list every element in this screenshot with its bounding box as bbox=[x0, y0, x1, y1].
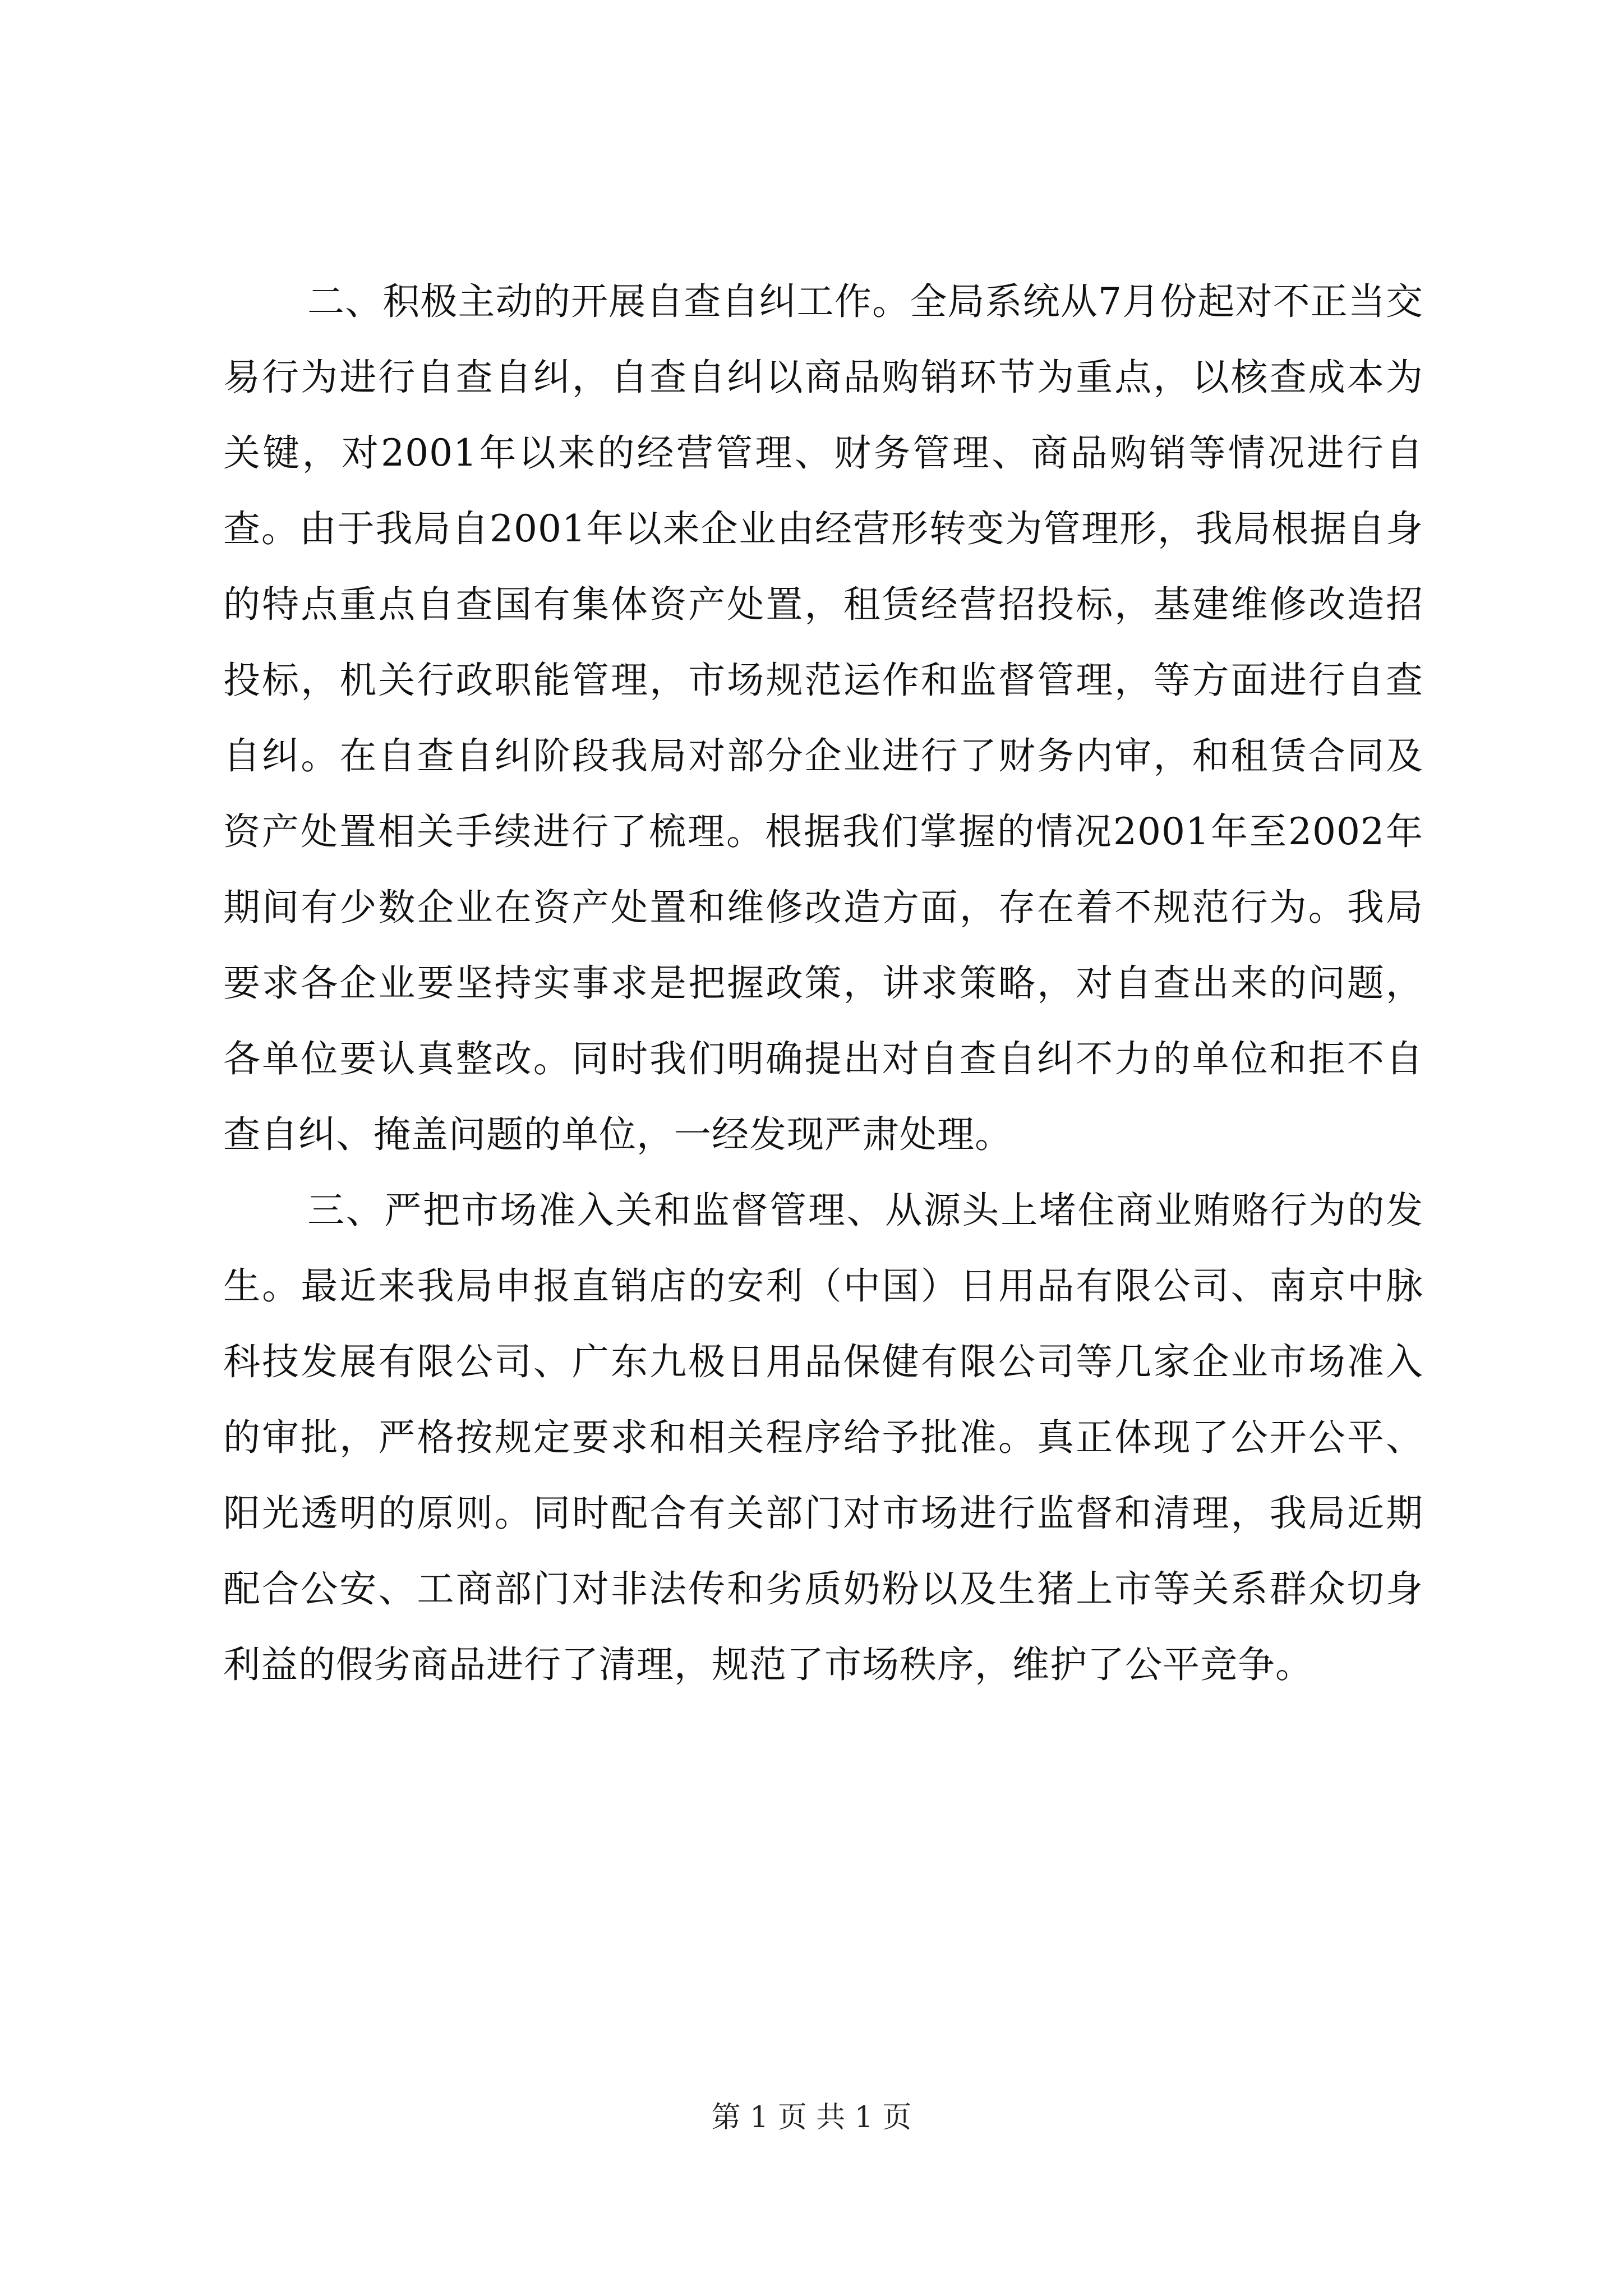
page-number-label: 第 1 页 共 1 页 bbox=[711, 2101, 912, 2134]
page-footer bbox=[0, 2098, 1623, 2137]
document-body bbox=[223, 264, 1423, 1703]
paragraph-self-inspection: 二、积极主动的开展自查自纠工作。全局系统从7月份起对不正当交易行为进行自查自纠，自查自纠以商品购销环节为重点，以核查成本为关键，对2001年以来的经营管理、财务管理、商品购销等情况进行自查。由于我局自2001年以来企业由经营形转变为管理形，我局根据自身的特点重点自查国有集体资产处置，租赁经营招投标，基建维修改造招投标，机关行政职能管理，市场规范运作和监督管理，等方面进行自查自纠。在自查自纠阶段我局对部分企业进行了财务内审，和租赁合同及资产处置相关手续进行了梳理。根据我们掌握的情况2001年至2002年期间有少数企业在资产处置和维修改造方面，存在着不规范行为。我局要求各企业要坚持实事求是把握政策，讲求策略，对自查出来的问题，各单位要认真整改。同时我们明确提出对自查自纠不力的单位和拒不自查自纠、掩盖问题的单位，一经发现严肃处理。 bbox=[223, 280, 1423, 1156]
paragraph-market-access: 三、严把市场准入关和监督管理、从源头上堵住商业贿赂行为的发生。最近来我局申报直销店的安利（中国）日用品有限公司、南京中脉科技发展有限公司、广东九极日用品保健有限公司等几家企业市场准入的审批，严格按规定要求和相关程序给予批准。真正体现了公开公平、阳光透明的原则。同时配合有关部门对市场进行监督和清理，我局近期配合公安、工商部门对非法传和劣质奶粉以及生猪上市等关系群众切身利益的假劣商品进行了清理，规范了市场秩序，维护了公平竞争。 bbox=[223, 1189, 1423, 1686]
